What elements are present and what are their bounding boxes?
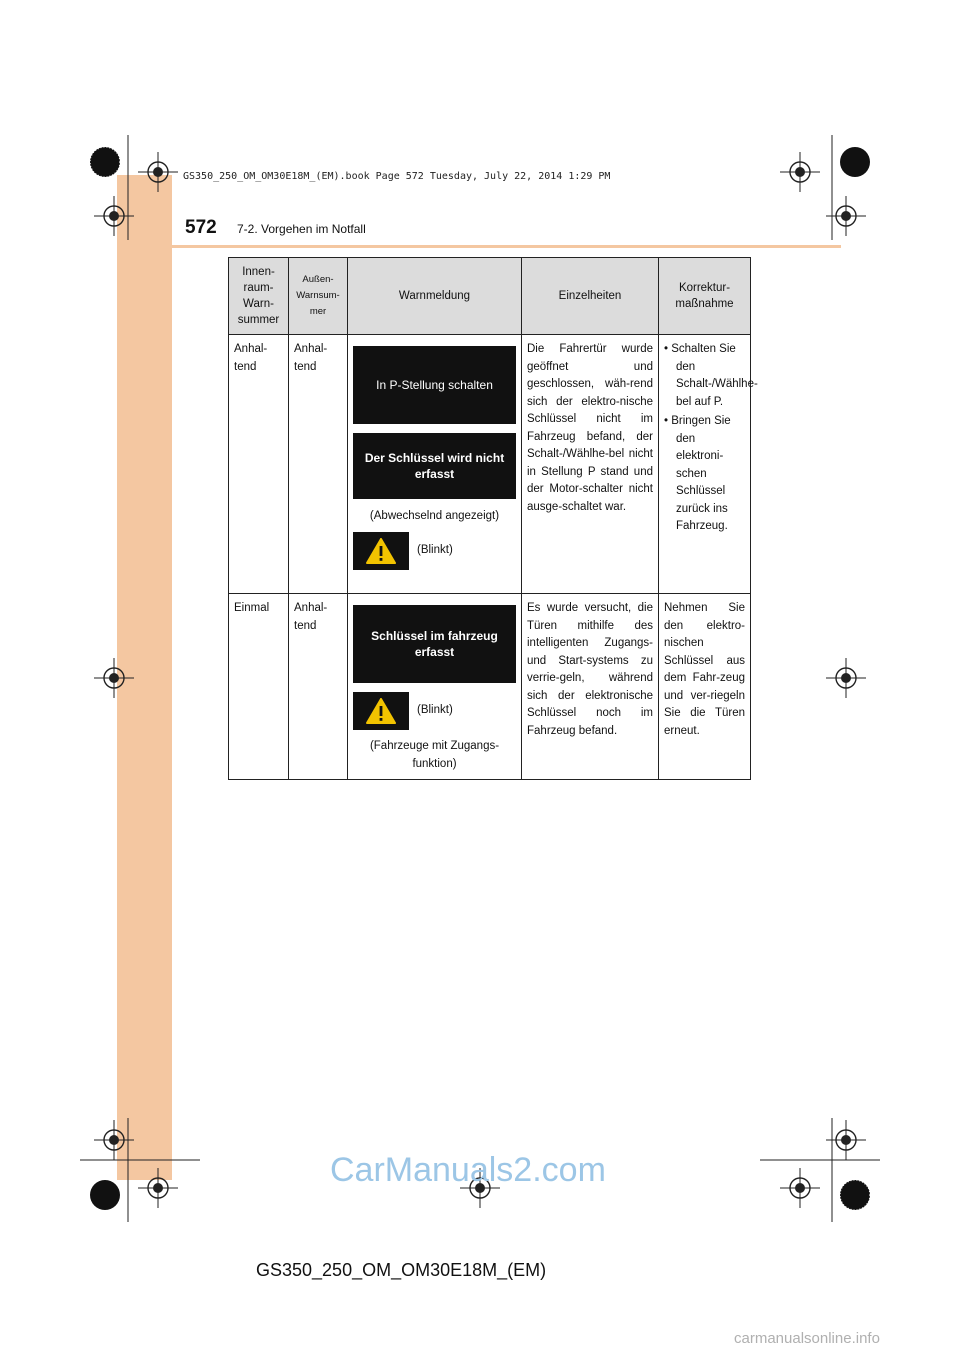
cell-inner-buzzer: Einmal (229, 594, 289, 780)
action-list (664, 341, 758, 536)
starburst-mark (838, 145, 872, 179)
table-header-row (229, 258, 751, 335)
watermark-logo: CarManuals2.com (330, 1151, 606, 1189)
footer-code: GS350_250_OM_OM30E18M_(EM) (256, 1260, 547, 1280)
alternating-caption: (Abwechselnd angezeigt) (369, 510, 500, 522)
warning-triangle-icon (353, 532, 409, 570)
header-warning-message: Warnmeldung (348, 258, 522, 335)
registration-mark (94, 658, 134, 698)
display-message-box (353, 605, 516, 683)
header-details: Einzelheiten (522, 258, 659, 335)
starburst-mark (838, 1178, 872, 1212)
display-message-box (353, 346, 516, 424)
cell-details: Es wurde versucht, die Türen mithilfe des intelligenten Zugangs- und Start-systems zu verrie-geln, während sich der elektronische Schlüssel noch im Fahrzeug befand. (522, 594, 659, 780)
starburst-mark (88, 1178, 122, 1212)
starburst-mark (88, 145, 122, 179)
list-item: • Bringen Sie den elektroni-schen Schlüssel zurück ins Fahrzeug. (664, 415, 731, 532)
table-row (229, 335, 751, 594)
blink-caption: (Blinkt) (417, 543, 453, 556)
cell-outer-buzzer: Anhal-tend (289, 335, 348, 594)
display-message-text: In P-Stellung schalten (376, 378, 493, 392)
registration-mark (94, 1120, 134, 1160)
registration-mark (826, 658, 866, 698)
cell-action (659, 335, 758, 594)
list-item: • Schalten Sie den Schalt-/Wählhe-bel auf P. (664, 343, 758, 408)
vehicle-caption: (Fahrzeuge mit Zugangs-funktion) (369, 740, 500, 770)
registration-mark (94, 196, 134, 236)
registration-mark (780, 152, 820, 192)
warning-icon-row (353, 692, 516, 730)
blink-caption: (Blinkt) (417, 704, 453, 717)
registration-mark (138, 1168, 178, 1208)
header-rule (117, 245, 841, 248)
header-outer-buzzer: Außen-Warnsum-mer (289, 258, 348, 335)
book-file-info: GS350_250_OM_OM30E18M_(EM).book Page 572 Tuesday, July 22, 2014 1:29 PM (183, 171, 611, 182)
registration-mark (780, 1168, 820, 1208)
header-action: Korrektur-maßnahme (659, 258, 751, 335)
display-message-text: Der Schlüssel wird nicht erfasst (364, 451, 505, 481)
cell-warning-message (348, 594, 522, 780)
cell-details: Die Fahrertür wurde geöffnet und geschlossen, wäh-rend sich der elektro-nische Schlüssel nicht im Fahrzeug befand, der Schalt-/Wählhe-bel nicht in Stellung P stand und der Motor-schalter nicht ausge-schaltet war. (522, 335, 659, 594)
table-row (229, 594, 751, 780)
corner-site-text: carmanualsonline.info (734, 1330, 880, 1347)
action-text: Bringen Sie den elektroni-schen Schlüssel zurück ins Fahrzeug. (671, 415, 731, 532)
display-message-box (353, 433, 516, 499)
header-inner-buzzer: Innen-raum-Warn-summer (229, 258, 289, 335)
page-number: 572 (185, 217, 217, 238)
registration-mark (826, 1120, 866, 1160)
cell-outer-buzzer: Anhal-tend (289, 594, 348, 780)
action-text: Schalten Sie den Schalt-/Wählhe-bel auf P. (671, 343, 758, 408)
cell-action: Nehmen Sie den elektro-nischen Schlüssel aus dem Fahr-zeug und ver-riegeln Sie die Türen erneut. (659, 594, 751, 780)
warning-table (228, 257, 758, 780)
warning-icon-row (353, 532, 516, 570)
section-title: 7-2. Vorgehen im Notfall (237, 222, 366, 236)
warning-triangle-icon (353, 692, 409, 730)
registration-mark (138, 152, 178, 192)
display-message-text: Schlüssel im fahrzeug erfasst (371, 629, 498, 659)
cell-inner-buzzer: Anhal-tend (229, 335, 289, 594)
registration-mark (826, 196, 866, 236)
cell-warning-message (348, 335, 522, 594)
